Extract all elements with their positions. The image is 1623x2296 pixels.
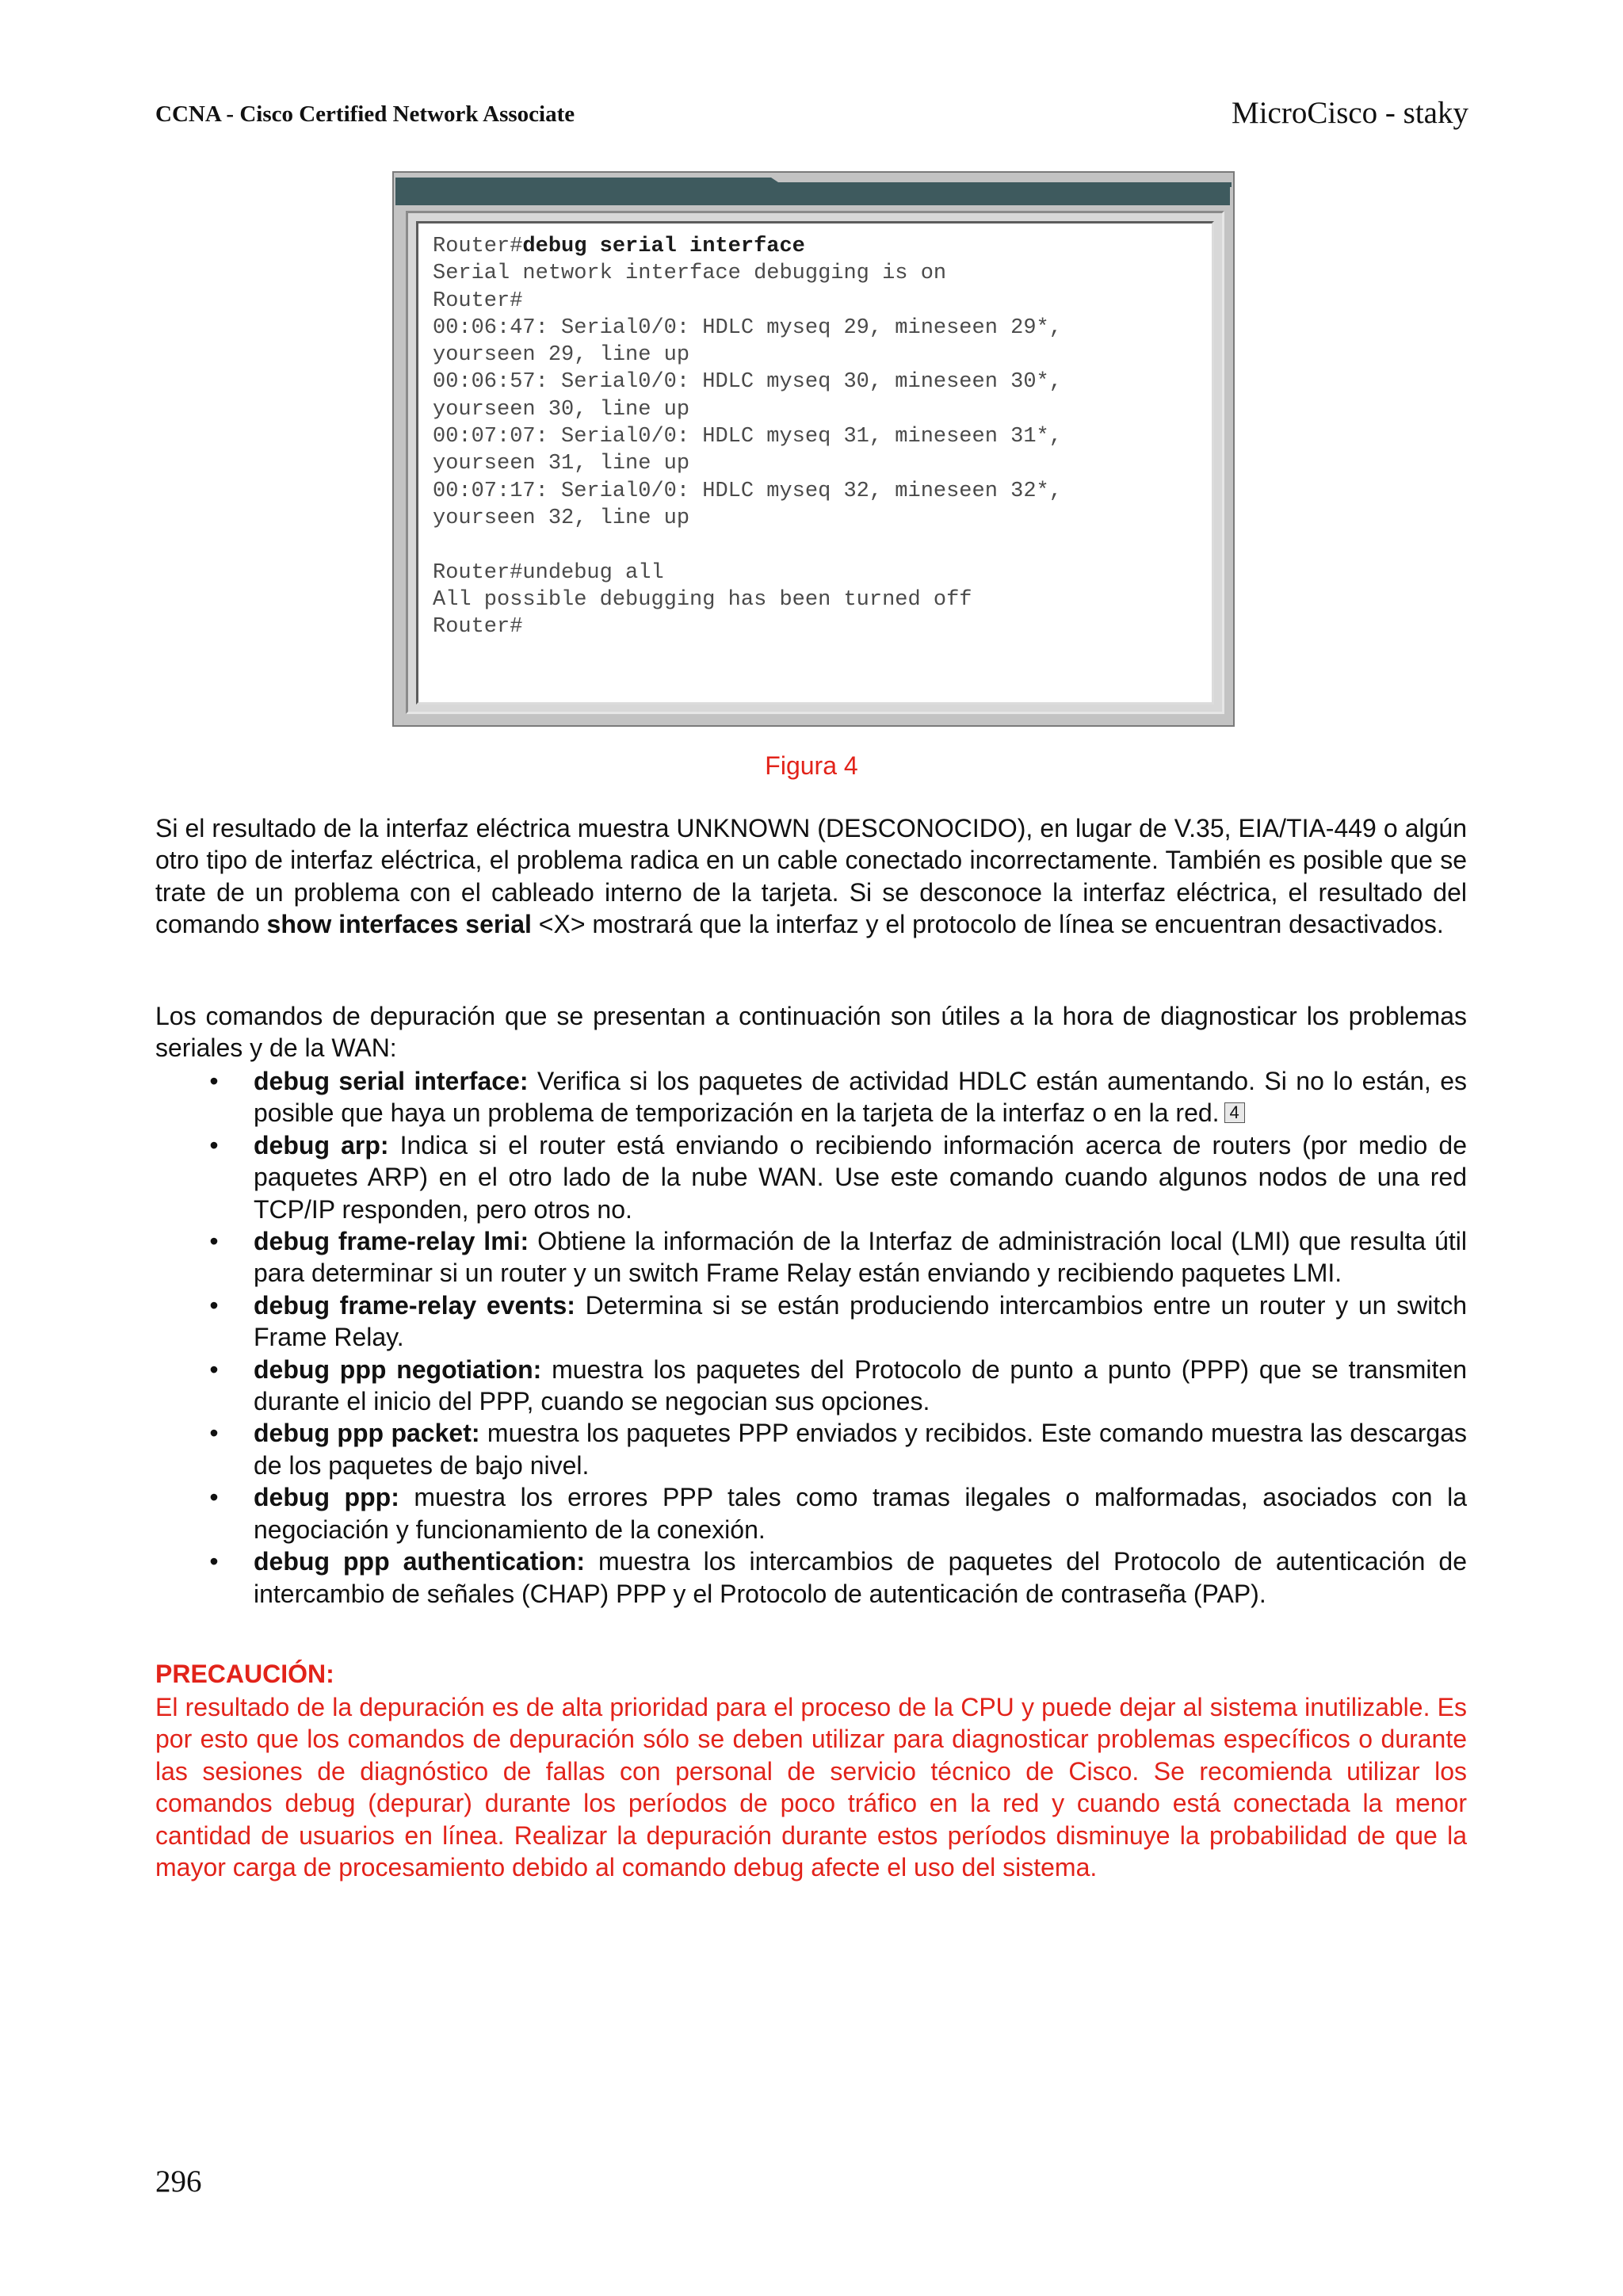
warning-title: PRECAUCIÓN: — [155, 1660, 334, 1688]
warning-text: El resultado de la depuración es de alta prioridad para el proceso de la CPU y puede dejar al sistema inutilizable. Es por esto que los comandos de depuración sólo se deben utilizar para diagnosticar problemas específicos o durante las sesiones de diagnóstico de fallas con personal de servicio técnico de Cisco. Se recomienda utilizar los comandos debug (depurar) durante los períodos de poco tráfico en la red y cuando está conectada la menor cantidad de usuarios en línea. Realizar la depuración durante estos períodos disminuye la probabilidad de que la mayor carga de procesamiento debido al comando debug afecte el uso del sistema. — [155, 1693, 1467, 1882]
terminal-line-text: Router# — [433, 615, 523, 640]
terminal-line-text: Serial network interface debugging is on — [433, 262, 947, 286]
list-item-description: Determina si se están produciendo intercambios entre un router y un switch Frame Relay. — [254, 1290, 1468, 1352]
terminal-line — [433, 613, 1062, 640]
list-item-description: Verifica si los paquetes de actividad HDLC están aumentando. Si no lo están, es posible que haya un problema de temporización en la tarjeta de la interfaz o en la red. — [254, 1067, 1468, 1128]
bullet-icon: • — [209, 1067, 219, 1095]
terminal-line — [433, 396, 1062, 423]
paragraph-electrical-interface — [155, 812, 1467, 941]
terminal-line-text: Router# — [433, 235, 523, 258]
bullet-icon: • — [209, 1419, 219, 1448]
terminal-line — [433, 260, 1062, 287]
paragraph1-command: show interfaces serial — [266, 910, 532, 939]
list-item — [155, 1065, 1467, 1129]
list-item — [155, 1129, 1467, 1225]
bullet-icon: • — [209, 1547, 219, 1576]
list-item-description: muestra los paquetes del Protocolo de punto a punto (PPP) que se transmiten durante el inicio del PPP, cuando se negocian sus opciones. — [254, 1354, 1468, 1416]
bullet-icon: • — [209, 1227, 219, 1256]
list-item — [155, 1545, 1467, 1610]
list-item-command: debug ppp: — [254, 1483, 399, 1512]
list-item-command: debug ppp negotiation: — [254, 1354, 542, 1384]
terminal-line-text: yourseen 29, line up — [433, 343, 690, 368]
figure-caption: Figura 4 — [765, 751, 858, 780]
list-item-command: debug ppp packet: — [254, 1419, 480, 1448]
list-item-command: debug frame-relay events: — [254, 1290, 575, 1320]
list-item-command: debug arp: — [254, 1130, 389, 1159]
terminal-line-text: yourseen 31, line up — [433, 452, 690, 476]
terminal-title-bar — [395, 182, 1230, 205]
terminal-line-text: 00:06:57: Serial0/0: HDLC myseq 30, mineseen 30*, — [433, 370, 1062, 395]
terminal-lines — [433, 233, 1062, 640]
terminal-line-text: Router# — [433, 288, 523, 313]
debug-command-list — [155, 1065, 1467, 1610]
terminal-line — [433, 369, 1062, 395]
list-item-command: debug frame-relay lmi: — [254, 1227, 529, 1256]
bullet-icon: • — [209, 1290, 219, 1320]
terminal-line — [433, 532, 1062, 559]
terminal-line — [433, 450, 1062, 477]
terminal-line-text: 00:06:47: Serial0/0: HDLC myseq 29, mineseen 29*, — [433, 315, 1062, 340]
list-item-description: muestra los intercambios de paquetes del Protocolo de autenticación de intercambio de señales (CHAP) PPP y el Protocolo de autenticación de contraseña (PAP). — [254, 1547, 1468, 1608]
list-item — [155, 1481, 1467, 1545]
list-item-description: muestra los paquetes PPP enviados y recibidos. Este comando muestra las descargas de los paquetes de bajo nivel. — [254, 1419, 1468, 1480]
page-number: 296 — [155, 2164, 202, 2199]
terminal-line-text: yourseen 30, line up — [433, 397, 690, 422]
list-item — [155, 1289, 1467, 1354]
terminal-line-text: yourseen 32, line up — [433, 506, 690, 530]
terminal-line-text: 00:07:07: Serial0/0: HDLC myseq 31, mineseen 31*, — [433, 425, 1062, 449]
list-item-command: debug ppp authentication: — [254, 1547, 585, 1576]
list-item-command: debug serial interface: — [254, 1067, 529, 1095]
list-item — [155, 1354, 1467, 1418]
bullet-icon: • — [209, 1354, 219, 1384]
terminal-line-text: All possible debugging has been turned off — [433, 587, 972, 612]
terminal-line — [433, 315, 1062, 342]
list-item — [155, 1417, 1467, 1481]
paragraph-debug-intro: Los comandos de depuración que se presentan a continuación son útiles a la hora de diagnosticar los problemas seriales y de la WAN: — [155, 1002, 1467, 1063]
bullet-icon: • — [209, 1483, 219, 1512]
terminal-command: debug serial interface — [522, 235, 805, 258]
terminal-line — [433, 342, 1062, 369]
list-item-description: muestra los errores PPP tales como tramas ilegales o malformadas, asociados con la negociación y funcionamiento de la conexión. — [254, 1483, 1468, 1544]
list-item — [155, 1225, 1467, 1289]
terminal-line — [433, 478, 1062, 505]
terminal-figure — [392, 171, 1235, 727]
terminal-line — [433, 233, 1062, 260]
list-item-description: Indica si el router está enviando o recibiendo información acerca de routers (por medio de paquetes ARP) en el otro lado de la nube WAN. Use este comando cuando algunos nodos de una red TCP/IP responden, pero otros no. — [254, 1130, 1468, 1224]
terminal-line — [433, 288, 1062, 315]
terminal-line-text: Router#undebug all — [433, 560, 664, 585]
terminal-line — [433, 423, 1062, 450]
terminal-line — [433, 505, 1062, 532]
paragraph1-text-after: <X> mostrará que la interfaz y el protocolo de línea se encuentran desactivados. — [531, 910, 1444, 939]
terminal-line-text: 00:07:17: Serial0/0: HDLC myseq 32, mineseen 32*, — [433, 479, 1062, 503]
paragraph1-text-before: Si el resultado de la interfaz eléctrica muestra UNKNOWN (DESCONOCIDO), en lugar de V.35, EIA/TIA-449 o algún otro tipo de interfaz eléctrica, el problema radica en un cable conectado incorrectamente. También es posible que se trate de un problema con el cableado interno de la tarjeta. Si se desconoce la interfaz eléctrica, el resultado del comando — [155, 814, 1467, 939]
list-item-description: Obtiene la información de la Interfaz de administración local (LMI) que resulta útil para determinar si un router y un switch Frame Relay están enviando y recibiendo paquetes LMI. — [254, 1227, 1468, 1288]
figure-reference-badge: 4 — [1224, 1102, 1245, 1123]
running-header-title: CCNA - Cisco Certified Network Associate — [155, 101, 575, 127]
terminal-line — [433, 586, 1062, 613]
running-header-author: MicroCisco - staky — [1232, 96, 1468, 130]
terminal-output — [416, 221, 1214, 705]
terminal-line — [433, 560, 1062, 586]
bullet-icon: • — [209, 1130, 219, 1159]
